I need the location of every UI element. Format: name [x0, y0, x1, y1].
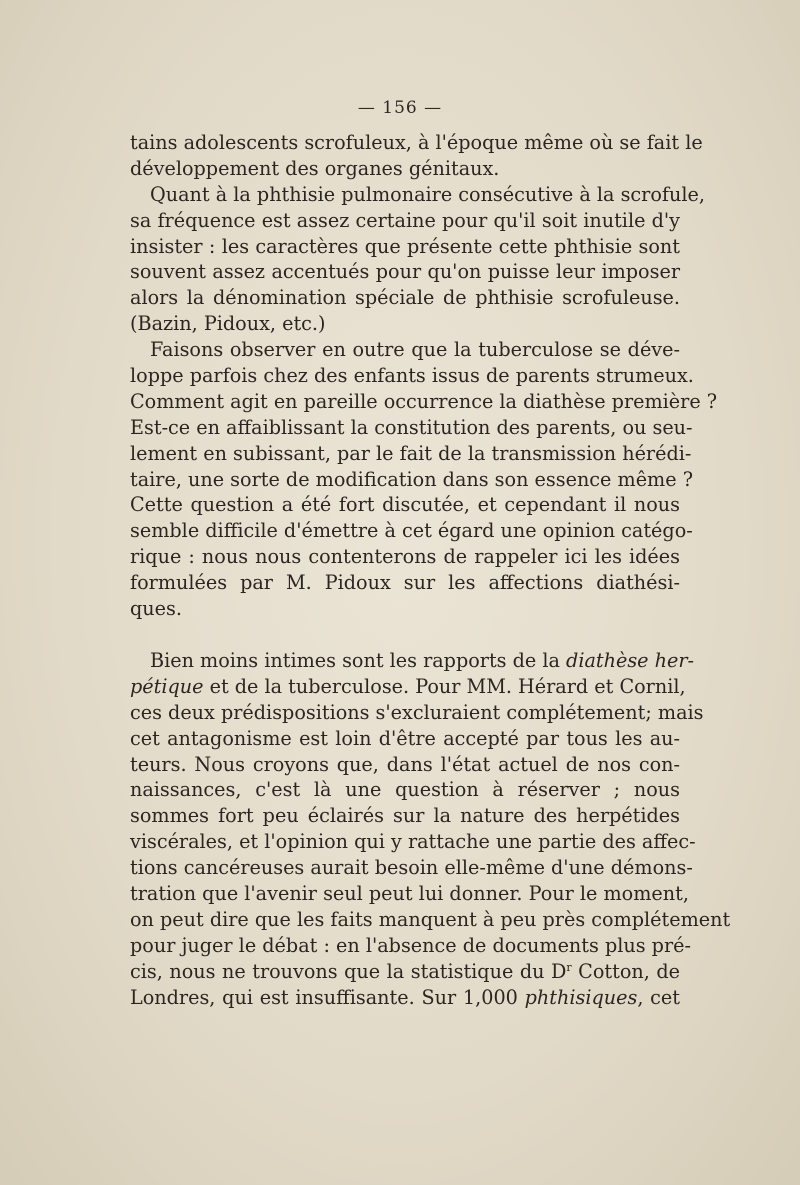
page-number: — 156 — [357, 98, 443, 118]
text-line: sa fréquence est assez certaine pour qu'il soit inutile d'y [130, 208, 680, 232]
text-line: on peut dire que les faits manquent à peu près complétement [130, 907, 731, 931]
text-line: (Bazin, Pidoux, etc.) [130, 312, 326, 336]
text-line: développement des organes génitaux. [130, 156, 500, 180]
text-line [130, 674, 686, 700]
text-line: cet antagonisme est loin d'être accepté par tous les au- [130, 726, 680, 750]
text-line: tration que l'avenir seul peut lui donner. Pour le moment, [130, 882, 689, 906]
text-line: lement en subissant, par le fait de la transmission hérédi- [130, 441, 692, 465]
text-line: ques. [130, 597, 182, 621]
text-line: tions cancéreuses aurait besoin elle-même d'une démons- [130, 856, 693, 880]
text-line: naissances, c'est là une question à réserver ; nous [130, 778, 680, 802]
text-line: semble difficile d'émettre à cet égard une opinion catégo- [130, 519, 693, 543]
text-line: formulées par M. Pidoux sur les affections diathési- [130, 571, 680, 595]
text-run: cis, nous ne trouvons que la statistique du D [130, 959, 567, 983]
italic-term: pétique [130, 674, 204, 698]
text-line: Est-ce en affaiblissant la constitution des parents, ou seu- [130, 415, 693, 439]
text-line: Faisons observer en outre que la tuberculose se déve- [150, 338, 680, 362]
text-line [130, 985, 680, 1011]
text-line: tains adolescents scrofuleux, à l'époque même où se fait le [130, 131, 703, 154]
text-run: Londres, qui est insuffisante. Sur 1,000 [130, 985, 525, 1009]
text-block-upper [130, 130, 718, 622]
text-line: ces deux prédispositions s'excluraient complétement; mais [130, 700, 704, 724]
text-line: Comment agit en pareille occurrence la diathèse première ? [130, 389, 718, 413]
text-line: insister : les caractères que présente cette phthisie sont [130, 234, 680, 258]
text-line [130, 959, 680, 985]
text-run: et de la tuberculose. Pour MM. Hérard et Cornil, [203, 674, 686, 698]
text-line: viscérales, et l'opinion qui y rattache une partie des affec- [130, 830, 696, 854]
text-line: teurs. Nous croyons que, dans l'état actuel de nos con- [130, 752, 680, 776]
text-line: rique : nous nous contenterons de rappeler ici les idées [130, 545, 680, 569]
text-line: sommes fort peu éclairés sur la nature des herpétides [130, 804, 680, 828]
italic-term: diathèse her- [566, 649, 694, 672]
text-line [130, 648, 694, 674]
text-line: alors la dénomination spéciale de phthisie scrofuleuse. [130, 286, 680, 310]
text-line: souvent assez accentués pour qu'on puisse leur imposer [130, 260, 680, 284]
text-block-lower [130, 648, 731, 1010]
text-line: pour juger le débat : en l'absence de documents plus pré- [130, 933, 691, 957]
text-line: Cette question a été fort discutée, et cependant il nous [130, 493, 680, 517]
superscript: r [566, 960, 572, 974]
text-run: Bien moins intimes sont les rapports de la [150, 649, 567, 672]
text-run: , cet [637, 985, 680, 1009]
italic-term: phthisiques [524, 985, 638, 1009]
text-line: taire, une sorte de modification dans son essence même ? [130, 467, 693, 491]
text-line: loppe parfois chez des enfants issus de parents strumeux. [130, 364, 694, 388]
text-run: Cotton, de [571, 959, 681, 983]
text-line: Quant à la phthisie pulmonaire consécutive à la scrofule, [150, 182, 705, 206]
